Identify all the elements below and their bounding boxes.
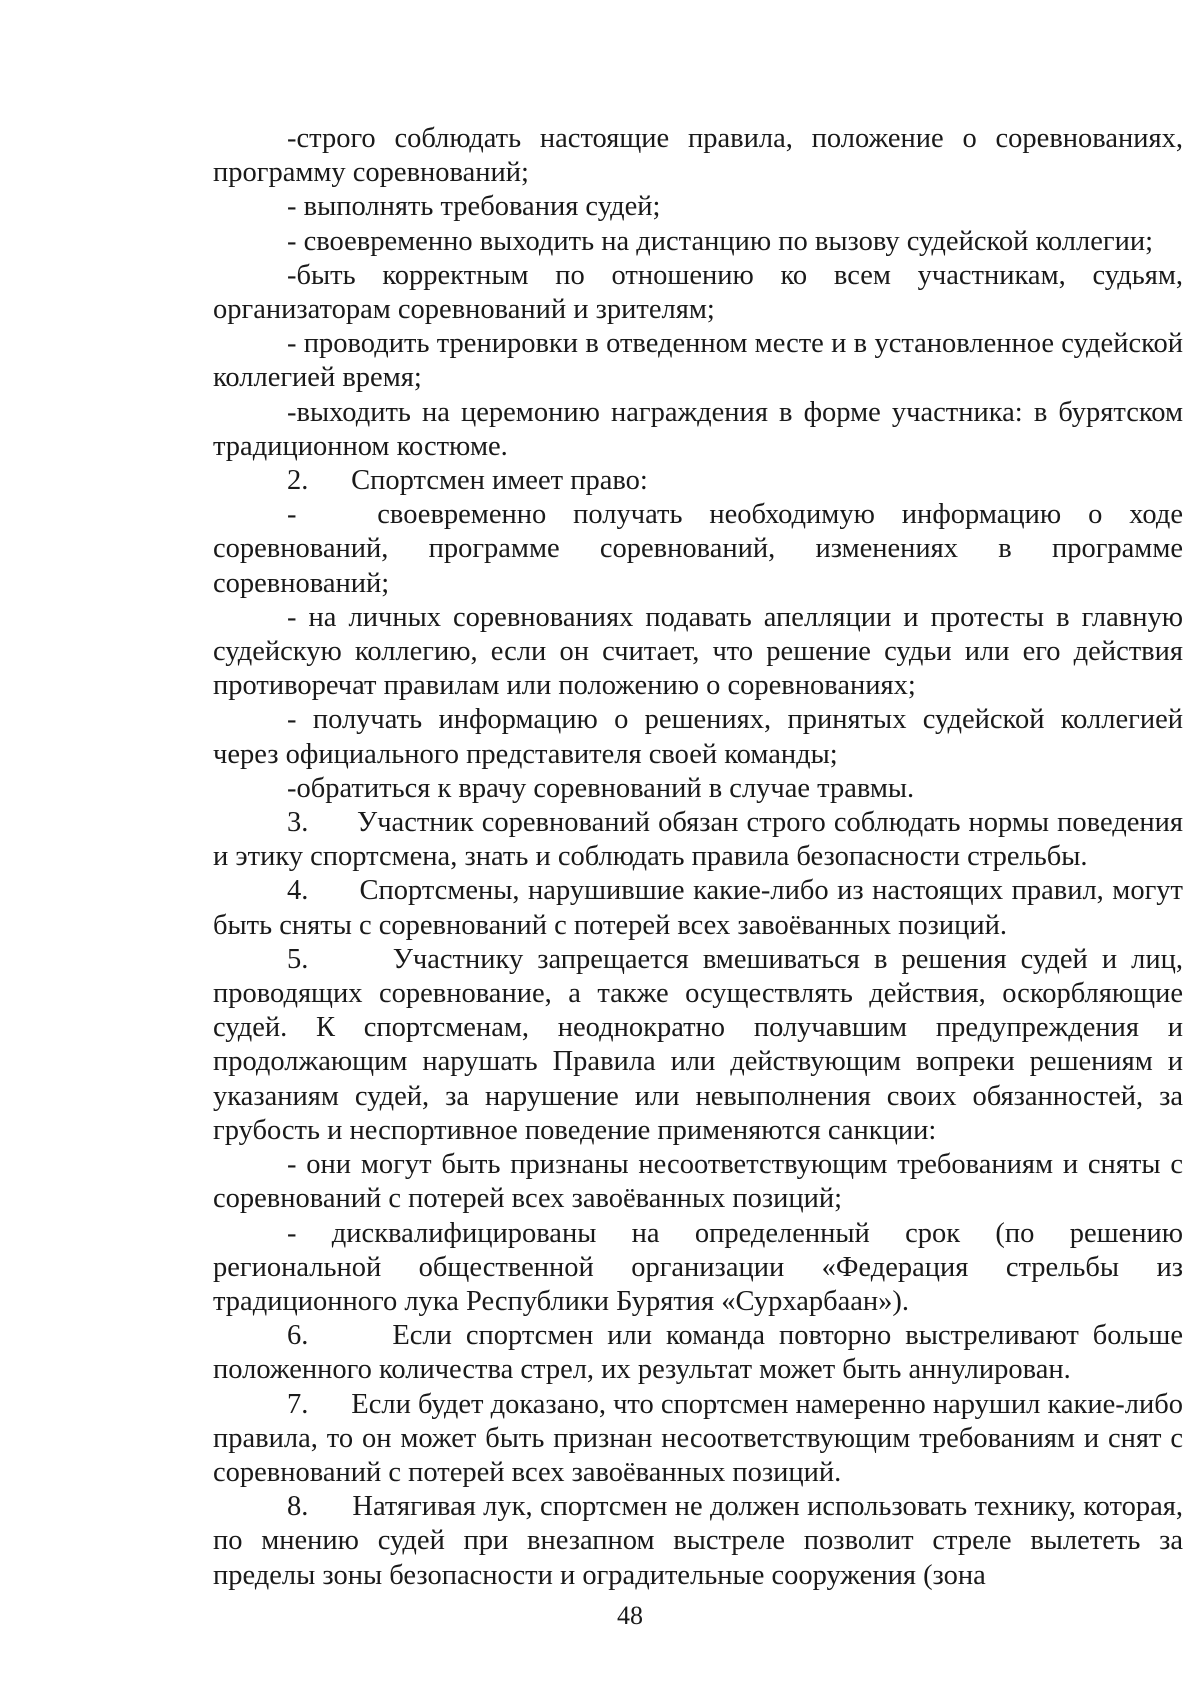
paragraph-6: -выходить на церемонию награждения в форме участника: в бурятском традиционном костюме. xyxy=(213,396,1191,462)
paragraph-13: 4. Спортсмены, нарушившие какие-либо из настоящих правил, могут быть сняты с соревнований с потерей всех завоёванных позиций. xyxy=(213,875,1191,941)
paragraph-16: - дисквалифицированы на определенный срок (по решению региональной общественной организации «Федерация стрельбы из традиционного лука Республики Бурятия «Сурхарбаан»). xyxy=(213,1217,1191,1317)
paragraph-9: - на личных соревнованиях подавать апелляции и протесты в главную судейскую коллегию, если он считает, что решение судьи или его действия противоречат правилам или положению о соревнованиях; xyxy=(213,601,1191,702)
paragraph-19: 8. Натягивая лук, спортсмен не должен использовать технику, которая, по мнению судей при внезапном выстреле позволит стреле вылететь за пределы зоны безопасности и оградительные сооружения (зона xyxy=(213,1491,1191,1591)
paragraph-1: -строго соблюдать настоящие правила, положение о соревнованиях, программу соревнований; xyxy=(213,123,1191,189)
paragraph-7: 2. Спортсмен имеет право: xyxy=(287,465,648,497)
paragraph-2: - выполнять требования судей; xyxy=(287,191,661,223)
paragraph-8: - своевременно получать необходимую информацию о ходе соревнований, программе соревнований, изменениях в программе соревнований; xyxy=(213,499,1191,599)
document-body xyxy=(213,122,1191,1593)
paragraph-15: - они могут быть признаны несоответствующим требованиям и сняты с соревнований с потерей всех завоёванных позиций; xyxy=(213,1149,1191,1215)
paragraph-11: -обратиться к врачу соревнований в случае травмы. xyxy=(287,772,915,804)
paragraph-4: -быть корректным по отношению ко всем участникам, судьям, организаторам соревнований и зрителям; xyxy=(213,259,1191,326)
paragraph-3: - своевременно выходить на дистанцию по вызову судейской коллегии; xyxy=(287,225,1153,257)
paragraph-5: - проводить тренировки в отведенном месте и в установленное судейской коллегией время; xyxy=(213,328,1191,394)
paragraph-12: 3. Участник соревнований обязан строго соблюдать нормы поведения и этику спортсмена, знать и соблюдать правила безопасности стрельбы. xyxy=(213,807,1191,873)
paragraph-17: 6. Если спортсмен или команда повторно выстреливают больше положенного количества стрел, их результат может быть аннулирован. xyxy=(213,1320,1191,1386)
paragraph-10: - получать информацию о решениях, принятых судейской коллегией через официального представителя своей команды; xyxy=(213,704,1191,770)
page-number: 48 xyxy=(617,1601,643,1630)
paragraph-14: 5. Участнику запрещается вмешиваться в решения судей и лиц, проводящих соревнование, а также осуществлять действия, оскорбляющие судей. К спортсменам, неоднократно получавшим предупреждения и продолжающим нарушать Правила или действующим вопреки решениям и указаниям судей, за нарушение или невыполнения своих обязанностей, за грубость и неспортивное поведение применяются санкции: xyxy=(213,943,1191,1146)
paragraph-18: 7. Если будет доказано, что спортсмен намеренно нарушил какие-либо правила, то он может быть признан несоответствующим требованиям и снят с соревнований с потерей всех завоёванных позиций. xyxy=(213,1388,1191,1488)
